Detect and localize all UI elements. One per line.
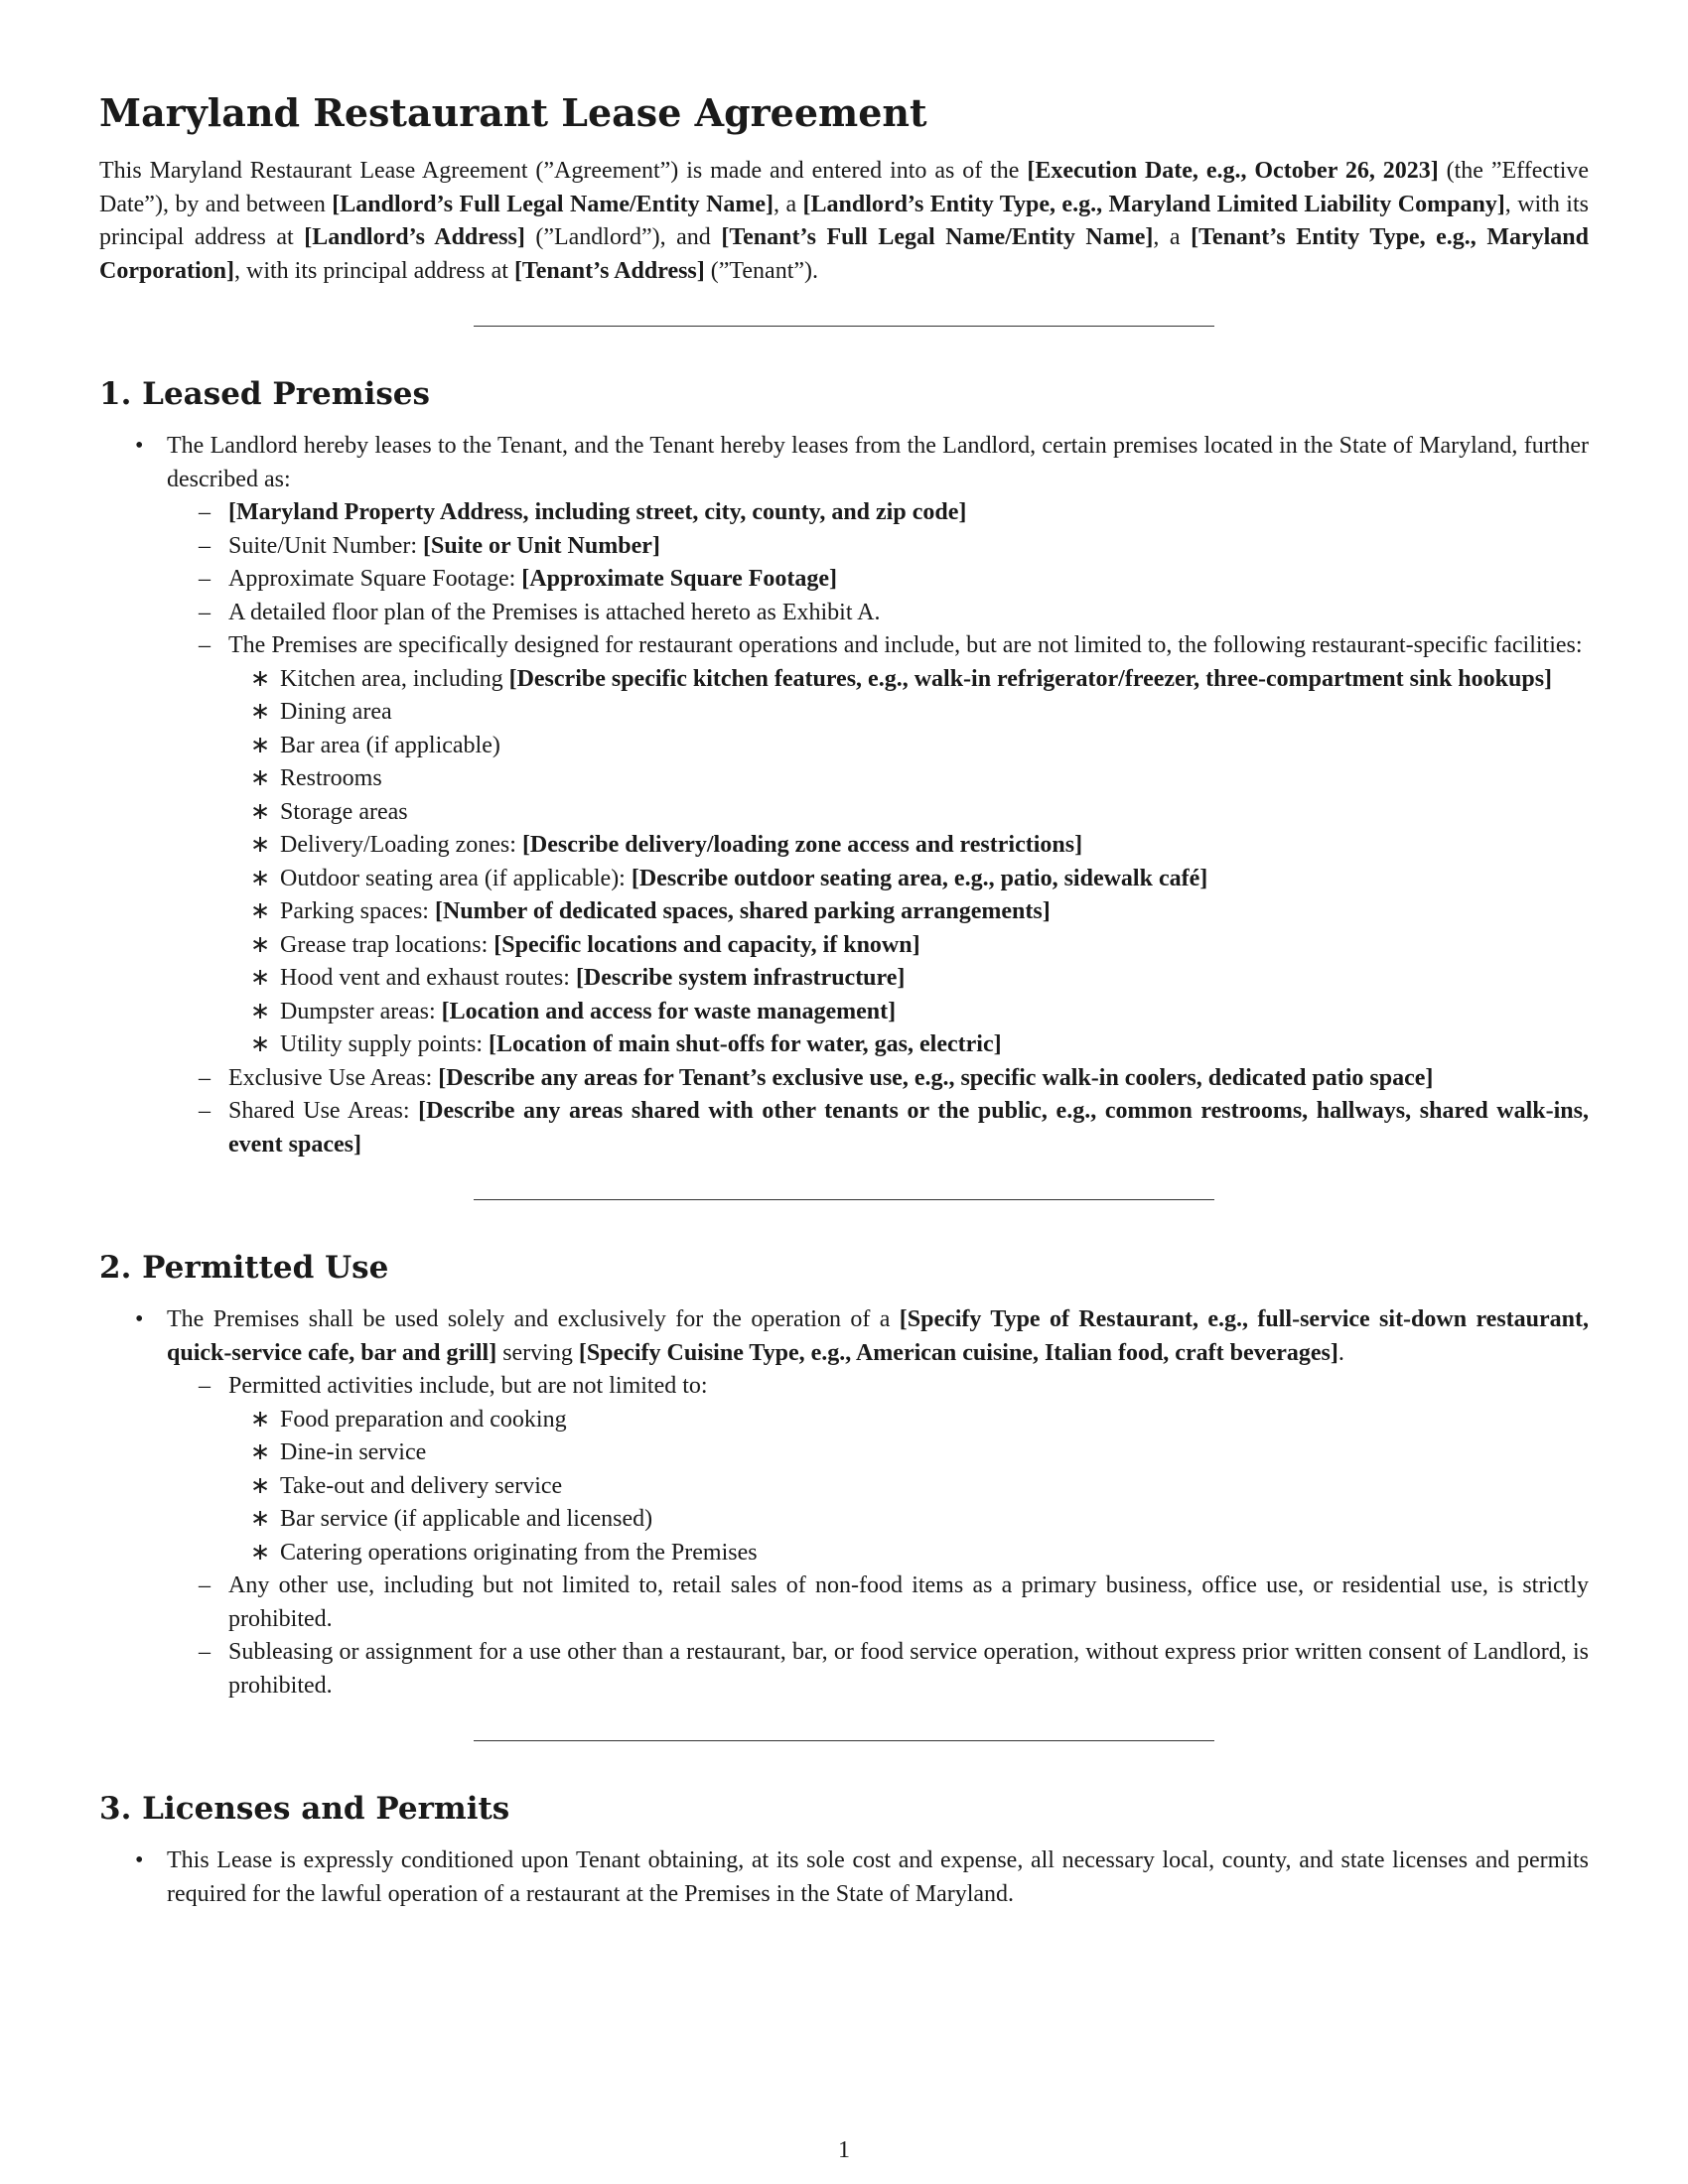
body-text: (the ”Effective Date”), by and between <box>99 158 1590 217</box>
body-text: Parking spaces: <box>280 898 435 924</box>
list-item <box>99 1470 1589 1504</box>
body-text: Subleasing or assignment for a use other than a restaurant, bar, or food service operation, without express prior written consent of Landlord, is prohibited. <box>228 1639 1589 1699</box>
list-item <box>99 1537 1589 1570</box>
list-item <box>99 895 1589 929</box>
list-item <box>99 996 1589 1029</box>
body-text: Food preparation and cooking <box>280 1406 567 1433</box>
placeholder-text: [Describe outdoor seating area, e.g., patio, sidewalk café] <box>631 865 1208 891</box>
list-item <box>99 597 1589 630</box>
placeholder-text: [Suite or Unit Number] <box>422 532 660 559</box>
intro-paragraph <box>99 155 1589 288</box>
list-item <box>99 696 1589 730</box>
list-item <box>99 1570 1589 1636</box>
body-text: , with its principal address at <box>233 257 514 284</box>
body-text: Hood vent and exhaust routes: <box>280 965 576 991</box>
body-text: Exclusive Use Areas: <box>228 1064 439 1091</box>
list-level-1 <box>99 1303 1589 1703</box>
list-item <box>99 430 1589 1161</box>
list-item <box>99 1503 1589 1537</box>
list-item <box>99 1404 1589 1437</box>
list-item <box>99 1062 1589 1096</box>
body-text: Shared Use Areas: <box>228 1098 419 1124</box>
section-heading: 3. Licenses and Permits <box>99 1791 510 1827</box>
body-text: Approximate Square Footage: <box>228 566 522 592</box>
placeholder-text: [Tenant’s Entity Type, e.g., Maryland Corporation] <box>99 224 1589 284</box>
body-text: Kitchen area, including <box>280 665 509 692</box>
placeholder-text: [Maryland Property Address, including street, city, county, and zip code] <box>228 499 967 525</box>
list-level-2 <box>99 496 1589 1161</box>
placeholder-text: [Specific locations and capacity, if known] <box>493 931 920 958</box>
list-item <box>99 730 1589 763</box>
body-text: (”Tenant”). <box>704 257 819 284</box>
body-text: Delivery/Loading zones: <box>280 832 522 858</box>
placeholder-text: [Execution Date, e.g., October 26, 2023] <box>1027 158 1439 184</box>
list-item <box>99 530 1589 564</box>
body-text: Catering operations originating from the Premises <box>280 1539 758 1566</box>
section <box>99 372 1589 1161</box>
list-level-1 <box>99 430 1589 1161</box>
placeholder-text: [Describe any areas for Tenant’s exclusive use, e.g., specific walk-in coolers, dedicated patio space] <box>438 1064 1434 1091</box>
list-item <box>99 563 1589 597</box>
list-item <box>99 962 1589 996</box>
body-text: Bar service (if applicable and licensed) <box>280 1506 653 1532</box>
document-title: Maryland Restaurant Lease Agreement <box>99 90 927 135</box>
body-text: , a <box>1153 224 1192 250</box>
placeholder-text: [Describe any areas shared with other tenants or the public, e.g., common restrooms, hallways, shared walk-ins, event spaces] <box>228 1098 1589 1158</box>
list-level-3 <box>99 1404 1589 1570</box>
placeholder-text: [Landlord’s Entity Type, e.g., Maryland Limited Liability Company] <box>802 191 1505 217</box>
body-text: Take-out and delivery service <box>280 1472 563 1499</box>
section <box>99 1787 1589 1911</box>
body-text: This Maryland Restaurant Lease Agreement (”Agreement”) is made and entered into as of the <box>99 158 1028 184</box>
placeholder-text: [Describe system infrastructure] <box>575 965 906 991</box>
section-heading: 1. Leased Premises <box>99 376 430 412</box>
body-text: Dumpster areas: <box>280 998 442 1024</box>
placeholder-text: [Location and access for waste management] <box>441 998 897 1024</box>
body-text: Grease trap locations: <box>280 931 494 958</box>
body-text: Dining area <box>280 699 392 725</box>
list-level-1 <box>99 1844 1589 1911</box>
placeholder-text: [Describe specific kitchen features, e.g., walk-in refrigerator/freezer, three-compartment sink hookups] <box>508 665 1553 692</box>
list-item <box>99 1436 1589 1470</box>
body-text: (”Landlord”), and <box>524 224 722 250</box>
body-text: Storage areas <box>280 798 408 825</box>
list-item <box>99 1844 1589 1911</box>
document-page <box>99 87 1589 1911</box>
list-item <box>99 1095 1589 1161</box>
placeholder-text: [Tenant’s Full Legal Name/Entity Name] <box>721 224 1154 250</box>
body-text: Any other use, including but not limited to, retail sales of non-food items as a primary business, office use, or residential use, is strictly prohibited. <box>228 1572 1589 1632</box>
body-text: Dine-in service <box>280 1439 427 1465</box>
body-text: Permitted activities include, but are not limited to: <box>228 1373 708 1399</box>
body-text: This Lease is expressly conditioned upon Tenant obtaining, at its sole cost and expense, all necessary local, county, and state licenses and permits required for the lawful operation of a restaurant at the Premises in the State of Maryland. <box>167 1847 1589 1907</box>
body-text: The Premises are specifically designed for restaurant operations and include, but are not limited to, the following restaurant-specific facilities: <box>228 632 1583 658</box>
list-item <box>99 796 1589 830</box>
section-divider <box>474 1199 1214 1200</box>
list-item <box>99 829 1589 863</box>
section-heading: 2. Permitted Use <box>99 1250 389 1286</box>
placeholder-text: [Tenant’s Address] <box>513 257 705 284</box>
body-text: , a <box>774 191 803 217</box>
placeholder-text: [Describe delivery/loading zone access and restrictions] <box>521 832 1083 858</box>
list-item <box>99 1303 1589 1703</box>
placeholder-text: [Landlord’s Full Legal Name/Entity Name] <box>332 191 774 217</box>
list-item <box>99 762 1589 796</box>
body-text: Restrooms <box>280 765 382 791</box>
placeholder-text: [Specify Cuisine Type, e.g., American cuisine, Italian food, craft beverages] <box>578 1339 1338 1366</box>
body-text: Outdoor seating area (if applicable): <box>280 865 632 891</box>
section-divider <box>474 1740 1214 1741</box>
list-item <box>99 929 1589 963</box>
placeholder-text: [Landlord’s Address] <box>304 224 525 250</box>
list-item <box>99 1370 1589 1570</box>
placeholder-text: [Specify Type of Restaurant, e.g., full-service sit-down restaurant, quick-service cafe, bar and grill] <box>167 1306 1590 1366</box>
body-text: Suite/Unit Number: <box>228 532 423 559</box>
list-level-3 <box>99 663 1589 1062</box>
list-level-2 <box>99 1370 1589 1703</box>
section <box>99 1246 1589 1703</box>
list-item <box>99 629 1589 1062</box>
body-text: A detailed floor plan of the Premises is attached hereto as Exhibit A. <box>228 599 881 625</box>
list-item <box>99 663 1589 697</box>
page-number: 1 <box>838 2137 850 2163</box>
list-item <box>99 863 1589 896</box>
body-text: The Premises shall be used solely and exclusively for the operation of a <box>167 1306 900 1332</box>
body-text: serving <box>496 1339 579 1366</box>
placeholder-text: [Location of main shut-offs for water, gas, electric] <box>489 1031 1002 1057</box>
list-item <box>99 496 1589 530</box>
body-text: , with its principal address at <box>99 191 1589 250</box>
body-text: . <box>1337 1339 1344 1366</box>
document-body <box>99 326 1589 1911</box>
list-item <box>99 1636 1589 1703</box>
body-text: Utility supply points: <box>280 1031 490 1057</box>
body-text: Bar area (if applicable) <box>280 732 500 758</box>
list-item <box>99 1028 1589 1062</box>
body-text: The Landlord hereby leases to the Tenant, and the Tenant hereby leases from the Landlord, certain premises located in the State of Maryland, further described as: <box>167 433 1589 492</box>
placeholder-text: [Number of dedicated spaces, shared parking arrangements] <box>434 898 1051 924</box>
section-divider <box>474 326 1214 327</box>
placeholder-text: [Approximate Square Footage] <box>521 566 838 592</box>
